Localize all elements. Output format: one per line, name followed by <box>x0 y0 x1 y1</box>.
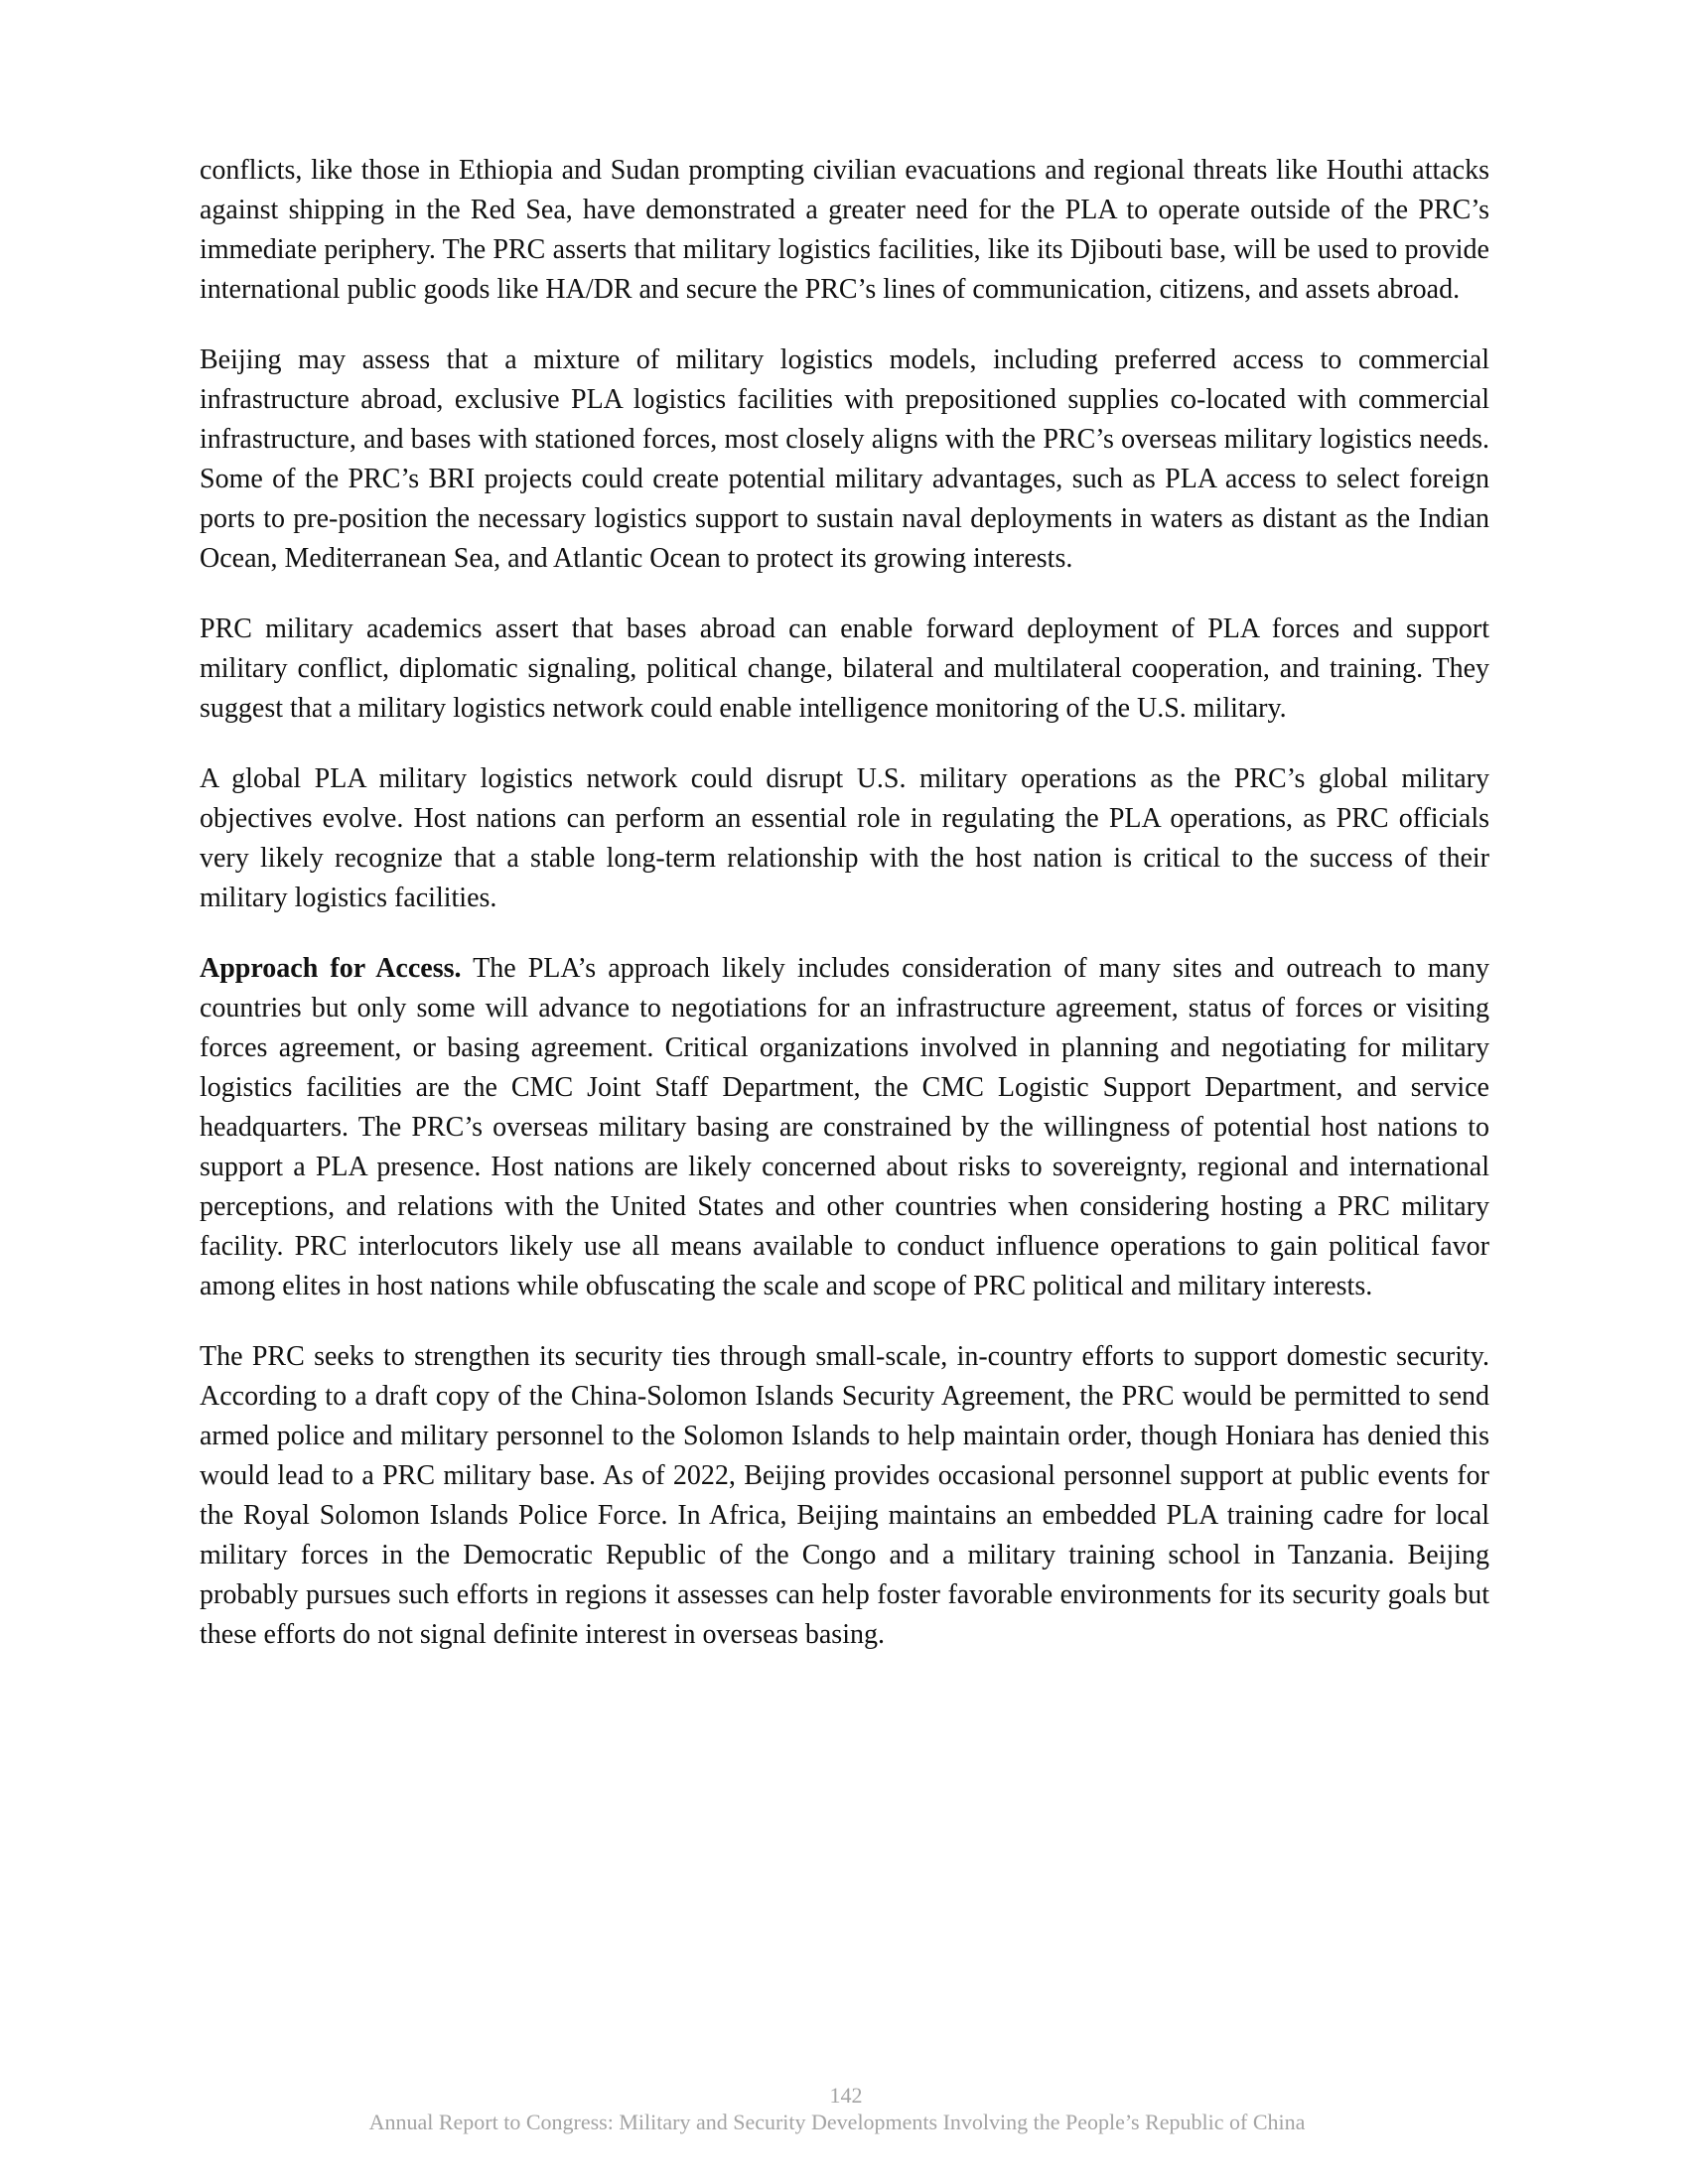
paragraph-global-network <box>200 759 1489 918</box>
paragraph-logistics-models <box>200 341 1489 579</box>
footer-report-title: Annual Report to Congress: Military and Security Developments Involving the People’s Republic of China <box>368 2110 1306 2134</box>
paragraph-text: The PLA’s approach likely includes consideration of many sites and outreach to many countries but only some will advance to negotiations for an infrastructure agreement, status of forces or visiting forces agreement, or basing agreement. Critical organizations involved in planning and negotiating for military logistics facilities are the CMC Joint Staff Department, the CMC Logistic Support Department, and service headquarters. The PRC’s overseas military basing are constrained by the willingness of potential host nations to support a PLA presence. Host nations are likely concerned about risks to sovereignty, regional and international perceptions, and relations with the United States and other countries when considering hosting a PRC military facility. PRC interlocutors likely use all means available to conduct influence operations to gain political favor among elites in host nations while obfuscating the scale and scope of PRC political and military interests. <box>200 953 1489 1301</box>
paragraph-military-academics <box>200 610 1489 729</box>
paragraph-text: The PRC seeks to strengthen its security ties through small-scale, in-country efforts to support domestic security. According to a draft copy of the China-Solomon Islands Security Agreement, the PRC would be permitted to send armed police and military personnel to the Solomon Islands to help maintain order, though Honiara has denied this would lead to a PRC military base. As of 2022, Beijing provides occasional personnel support at public events for the Royal Solomon Islands Police Force. In Africa, Beijing maintains an embedded PLA training cadre for local military forces in the Democratic Republic of the Congo and a military training school in Tanzania. Beijing probably pursues such efforts in regions it assesses can help foster favorable environments for its security goals but these efforts do not signal definite interest in overseas basing. <box>200 1341 1489 1650</box>
paragraph-lead-heading: Approach for Access. <box>200 953 462 984</box>
paragraph-security-ties <box>200 1337 1489 1655</box>
paragraph-text: conflicts, like those in Ethiopia and Sudan prompting civilian evacuations and regional threats like Houthi attacks against shipping in the Red Sea, have demonstrated a greater need for the PLA to operate outside of the PRC’s immediate periphery. The PRC asserts that military logistics facilities, like its Djibouti base, will be used to provide international public goods like HA/DR and secure the PRC’s lines of communication, citizens, and assets abroad. <box>200 155 1489 305</box>
paragraph-conflicts-djibouti <box>200 151 1489 310</box>
paragraph-text: Beijing may assess that a mixture of military logistics models, including preferred access to commercial infrastructure abroad, exclusive PLA logistics facilities with prepositioned supplies co-located with commercial infrastructure, and bases with stationed forces, most closely aligns with the PRC’s overseas military logistics needs. Some of the PRC’s BRI projects could create potential military advantages, such as PLA access to select foreign ports to pre-position the necessary logistics support to sustain naval deployments in waters as distant as the Indian Ocean, Mediterranean Sea, and Atlantic Ocean to protect its growing interests. <box>200 344 1489 574</box>
footer-page-number: 142 <box>829 2083 863 2108</box>
page-body <box>200 151 1489 1686</box>
paragraph-text: PRC military academics assert that bases abroad can enable forward deployment of PLA forces and support military conflict, diplomatic signaling, political change, bilateral and multilateral cooperation, and training. They suggest that a military logistics network could enable intelligence monitoring of the U.S. military. <box>200 614 1489 724</box>
paragraph-approach-for-access <box>200 949 1489 1306</box>
paragraph-text: A global PLA military logistics network could disrupt U.S. military operations as the PRC’s global military objectives evolve. Host nations can perform an essential role in regulating the PLA operations, as PRC officials very likely recognize that a stable long-term relationship with the host nation is critical to the success of their military logistics facilities. <box>200 763 1489 913</box>
